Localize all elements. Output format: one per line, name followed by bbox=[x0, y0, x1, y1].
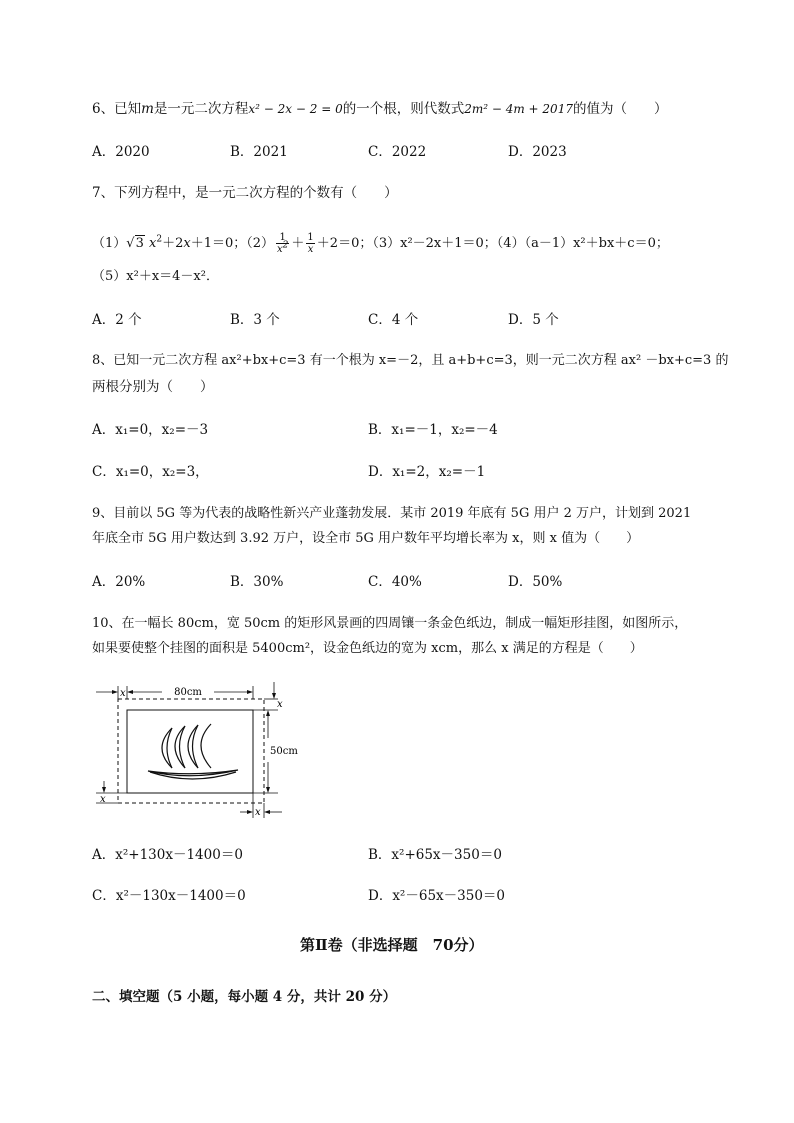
q10-option-b: B．x²+65x－350＝0 bbox=[368, 847, 502, 863]
q6-option-b: B．2021 bbox=[230, 144, 288, 160]
fraction-1-over-x: $\frac{1}{x}$ bbox=[307, 232, 314, 255]
q10-line2: 如果要使整个挂图的面积是 5400cm²，设金色纸边的宽为 xcm，那么 x 满足的方程是（ ） bbox=[92, 641, 643, 656]
height-label: 50cm bbox=[270, 746, 298, 757]
q7-option-d: D．5 个 bbox=[508, 312, 559, 328]
q7-option-a: A．2 个 bbox=[92, 312, 142, 328]
question-6 bbox=[92, 100, 667, 118]
q7-item3: ；（3）x²－2x＋1＝0；（4）（a－1）x²＋bx＋c＝0； bbox=[359, 236, 669, 251]
q10-option-a: A．x²+130x－1400＝0 bbox=[92, 847, 243, 863]
q8-option-b: B．x₁=－1，x₂=－4 bbox=[368, 422, 498, 438]
x-label-right-top: x bbox=[277, 699, 283, 710]
q9-option-d: D．50% bbox=[508, 574, 563, 590]
q6-prefix: 6、已知 bbox=[92, 101, 142, 117]
q7-item2-label: ；（2） bbox=[233, 236, 275, 251]
q8-option-c: C．x₁=0，x₂=3， bbox=[92, 464, 209, 480]
x-label-bottom-left: x bbox=[100, 794, 106, 805]
section-fill-blank: 二、填空题（5 小题，每小题 4 分，共计 20 分） bbox=[92, 989, 397, 1005]
boat-drawing bbox=[148, 724, 238, 779]
q8-option-d: D．x₁=2，x₂=－1 bbox=[368, 464, 486, 480]
q7-stem: 7、下列方程中，是一元二次方程的个数有（ ） bbox=[92, 185, 398, 201]
x-label-top-left: x bbox=[120, 688, 126, 699]
q7-items-line1: （1）√3 $x^2+2x+1=0$；（2） $\frac{1}{x^2}$ ＋ $\frac{1}{x}$ ＋2＝0；（3）x²－2x＋1＝0；（4）（a－1）x²＋bx＋c＝0； bbox=[92, 232, 669, 255]
q6-mid2: 的一个根，则代数式 bbox=[342, 101, 465, 117]
q9-line1: 9、目前以 5G 等为代表的战略性新兴产业蓬勃发展．某市 2019 年底有 5G 用户 2 万户，计划到 2021 bbox=[92, 506, 692, 521]
q9-line2: 年底全市 5G 用户数达到 3.92 万户，设全市 5G 用户数年平均增长率为 x，则 x 值为（ ） bbox=[92, 531, 640, 546]
sqrt3-symbol: √3 bbox=[126, 236, 144, 251]
q6-option-d: D．2023 bbox=[508, 144, 567, 160]
q10-figure bbox=[92, 678, 302, 824]
painting-frame bbox=[127, 710, 253, 793]
q6-option-a: A．2020 bbox=[92, 144, 150, 160]
q9-option-b: B．30% bbox=[230, 574, 284, 590]
q7-item1-label: （1） bbox=[92, 236, 127, 251]
q9-option-a: A．20% bbox=[92, 574, 146, 590]
q10-line1: 10、在一幅长 80cm，宽 50cm 的矩形风景画的四周镶一条金色纸边，制成一幅矩形挂图，如图所示， bbox=[92, 616, 688, 631]
q7-option-c: C．4 个 bbox=[368, 312, 419, 328]
q6-mid: 是一元二次方程 bbox=[153, 101, 249, 117]
q10-option-d: D．x²－65x－350＝0 bbox=[368, 888, 505, 904]
q6-suffix: 的值为（ ） bbox=[572, 101, 668, 117]
q8-line2: 两根分别为（ ） bbox=[92, 379, 214, 395]
q10-option-c: C．x²－130x－1400＝0 bbox=[92, 888, 246, 904]
x-label-bottom-right: x bbox=[255, 807, 261, 818]
q6-option-c: C．2022 bbox=[368, 144, 427, 160]
q8-line1: 8、已知一元二次方程 ax²+bx+c=3 有一个根为 x=－2，且 a+b+c=3，则一元二次方程 ax² －bx+c=3 的 bbox=[92, 353, 729, 368]
part2-title: 第Ⅱ卷（非选择题 70分） bbox=[300, 936, 484, 954]
fraction-1-over-x2: $\frac{1}{x^2}$ bbox=[277, 232, 289, 255]
q6-m: m bbox=[141, 101, 154, 117]
q6-expr: 2m² − 4m + 2017 bbox=[464, 102, 573, 116]
q7-option-b: B．3 个 bbox=[230, 312, 280, 328]
q7-item5: （5）x²＋x＝4－x²． bbox=[92, 269, 219, 284]
q6-equation: x² − 2x − 2 = 0 bbox=[248, 102, 343, 116]
outer-frame bbox=[118, 699, 264, 803]
q9-option-c: C．40% bbox=[368, 574, 422, 590]
q8-option-a: A．x₁=0，x₂=－3 bbox=[92, 422, 209, 438]
width-label: 80cm bbox=[174, 687, 202, 698]
